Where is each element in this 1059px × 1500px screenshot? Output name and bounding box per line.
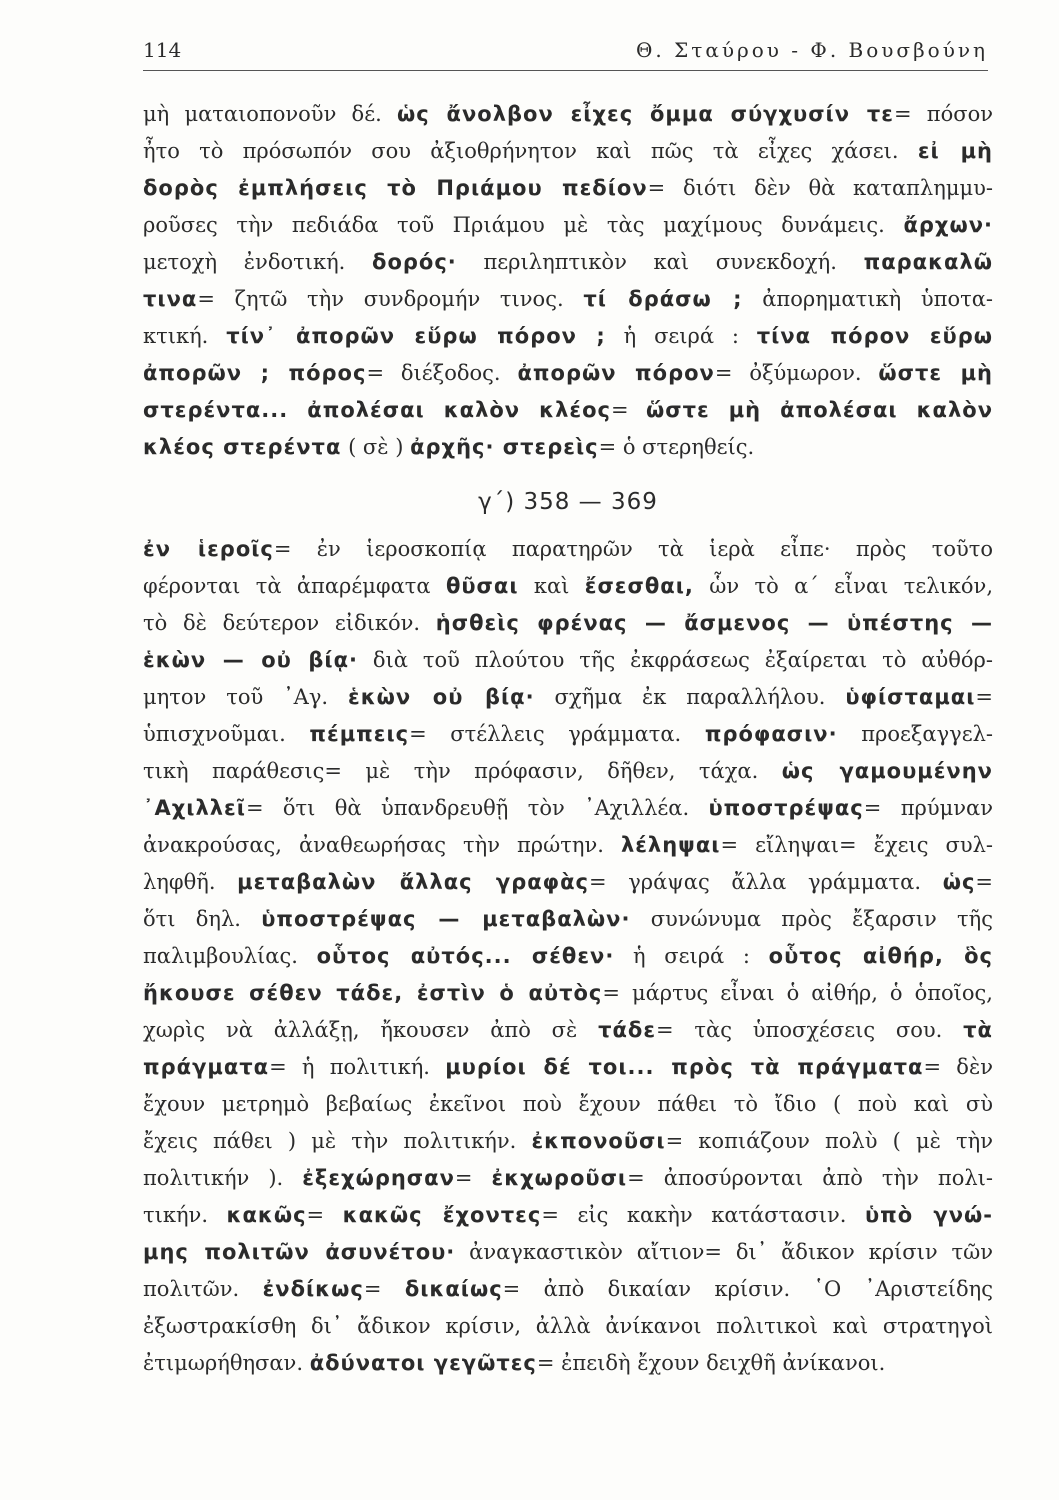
lemma: κακῶς ἔχοντες bbox=[342, 1203, 542, 1227]
lemma: ᾿Αχιλλεῖ bbox=[143, 796, 246, 820]
text-line bbox=[143, 429, 993, 466]
text-line bbox=[143, 753, 993, 790]
lemma: θῦσαι bbox=[445, 574, 519, 598]
gloss: = ὅτι θὰ ὑπανδρευθῇ τὸν ᾿Αχιλλέα. bbox=[245, 796, 709, 820]
lemma: δικαίως bbox=[404, 1277, 503, 1301]
text-line bbox=[143, 1123, 993, 1160]
gloss: = bbox=[975, 685, 993, 709]
text-line bbox=[143, 1197, 993, 1234]
text-line bbox=[143, 207, 993, 244]
lemma: ἀρχῆς· στερεὶς bbox=[410, 435, 599, 459]
lemma: κλέος στερέντα bbox=[143, 435, 342, 459]
text-line bbox=[143, 281, 993, 318]
lemma: τινα bbox=[143, 287, 198, 311]
gloss: = εἴληψαι= ἔχεις συλ- bbox=[720, 833, 993, 857]
lemma: ἑκὼν — οὐ βίᾳ· bbox=[143, 648, 359, 672]
gloss: ( σὲ ) bbox=[341, 435, 411, 459]
text-line bbox=[143, 318, 993, 355]
lemma: μης πολιτῶν ἀσυνέτου· bbox=[143, 1240, 456, 1264]
text-line bbox=[143, 1345, 993, 1382]
lemma: ἑκὼν οὐ βίᾳ· bbox=[348, 685, 535, 709]
gloss: = ἐν ἱεροσκοπίᾳ παρατηρῶν τὰ ἱερὰ εἶπε· πρὸς τοῦτο bbox=[273, 537, 993, 561]
text-line bbox=[143, 1049, 993, 1086]
lemma: ἀπορῶν πόρον bbox=[517, 361, 715, 385]
gloss: ἐξωστρακίσθη δι᾽ ἄδικον κρίσιν, ἀλλὰ ἀνίκανοι πολιτικοὶ καὶ στρατηγοὶ bbox=[143, 1314, 993, 1338]
gloss: ἦτο τὸ πρόσωπόν σου ἀξιοθρήνητον καὶ πῶς τὰ εἶχες χάσει. bbox=[143, 139, 918, 163]
gloss: κτική. bbox=[143, 324, 227, 348]
lemma: τὰ bbox=[963, 1018, 993, 1042]
lemma: ὑπὸ γνώ- bbox=[865, 1203, 993, 1227]
text-line bbox=[143, 679, 993, 716]
gloss: = πόσον bbox=[893, 102, 993, 126]
lemma: δορὸς ἐμπλήσεις τὸ Πριάμου πεδίον bbox=[143, 176, 648, 200]
gloss: ἀναγκαστικὸν αἴτιον= δι᾽ ἄδικον κρίσιν τῶν bbox=[455, 1240, 993, 1264]
gloss: = κοπιάζουν πολὺ ( μὲ τὴν bbox=[665, 1129, 993, 1153]
gloss: ἔχουν μετρημὸ βεβαίως ἐκεῖνοι ποὺ ἔχουν πάθει τὸ ἴδιο ( ποὺ καὶ σὺ bbox=[143, 1092, 993, 1116]
text-line bbox=[143, 133, 993, 170]
running-head: Θ. Σταύρου - Φ. Βουσβούνη bbox=[636, 38, 988, 62]
lemma: ἄρχων· bbox=[903, 213, 993, 237]
lemma: ἀδύνατοι γεγῶτες bbox=[309, 1351, 537, 1375]
gloss: = διέξοδος. bbox=[366, 361, 518, 385]
text-line bbox=[143, 355, 993, 392]
text-line bbox=[143, 568, 993, 605]
page-number: 114 bbox=[143, 38, 182, 62]
gloss: πολιτῶν. bbox=[143, 1277, 263, 1301]
text-line bbox=[143, 392, 993, 429]
gloss: = δὲν bbox=[923, 1055, 993, 1079]
section-heading: γ΄) 358 — 369 bbox=[478, 489, 658, 515]
gloss: πολιτικήν ). bbox=[143, 1166, 303, 1190]
gloss: ἔχεις πάθει ) μὲ τὴν πολιτικήν. bbox=[143, 1129, 532, 1153]
page-header bbox=[143, 34, 988, 71]
gloss: ἀνακρούσας, ἀναθεωρήσας τὴν πρώτην. bbox=[143, 833, 621, 857]
gloss: χωρὶς νὰ ἀλλάξῃ, ἤκουσεν ἀπὸ σὲ bbox=[143, 1018, 599, 1042]
gloss: = bbox=[454, 1166, 492, 1190]
gloss: συνώνυμα πρὸς ἔξαρσιν τῆς bbox=[630, 907, 993, 931]
lemma: κακῶς bbox=[226, 1203, 307, 1227]
text-line bbox=[143, 864, 993, 901]
lemma: ὥστε μὴ bbox=[878, 361, 993, 385]
lemma: τί δράσω ; bbox=[583, 287, 743, 311]
gloss: ἡ σειρά : bbox=[605, 324, 757, 348]
gloss: προεξαγγελ- bbox=[837, 722, 993, 746]
gloss: ἡ σειρά : bbox=[614, 944, 769, 968]
text-line bbox=[143, 901, 993, 938]
lemma: τίνα πόρον εὕρω bbox=[756, 324, 993, 348]
lemma: μεταβαλὼν ἄλλας γραφὰς bbox=[237, 870, 589, 894]
commentary-text bbox=[143, 96, 993, 1382]
lemma: παρακαλῶ bbox=[863, 250, 993, 274]
lemma: πρόφασιν· bbox=[704, 722, 838, 746]
gloss: = στέλλεις γράμματα. bbox=[409, 722, 705, 746]
gloss: = ἡ πολιτική. bbox=[269, 1055, 446, 1079]
gloss: ὅτι δηλ. bbox=[143, 907, 262, 931]
gloss: ληφθῆ. bbox=[143, 870, 238, 894]
text-line bbox=[143, 1160, 993, 1197]
gloss: = ἀποσύρονται ἀπὸ τὴν πολι- bbox=[627, 1166, 993, 1190]
gloss: καὶ bbox=[518, 574, 585, 598]
lemma: ἐκχωροῦσι bbox=[491, 1166, 628, 1190]
lemma: ὑφίσταμαι bbox=[845, 685, 976, 709]
lemma: ἐξεχώρησαν bbox=[302, 1166, 455, 1190]
gloss: ἐτιμωρήθησαν. bbox=[143, 1351, 310, 1375]
gloss: = ὀξύμωρον. bbox=[714, 361, 879, 385]
gloss: = ζητῶ τὴν συνδρομήν τινος. bbox=[197, 287, 584, 311]
paragraph-1 bbox=[143, 96, 993, 466]
text-line bbox=[143, 170, 993, 207]
lemma: στερέντα... ἀπολέσαι καλὸν κλέος bbox=[143, 398, 611, 422]
gloss: = διότι δὲν θὰ καταπλημμυ- bbox=[647, 176, 993, 200]
text-line bbox=[143, 642, 993, 679]
paragraph-2 bbox=[143, 531, 993, 1382]
gloss: παλιμβουλίας. bbox=[143, 944, 317, 968]
lemma: ἀπορῶν ; πόρος bbox=[143, 361, 367, 385]
lemma: εἰ μὴ bbox=[917, 139, 993, 163]
gloss: φέρονται τὰ ἀπαρέμφατα bbox=[143, 574, 446, 598]
lemma: ὡς γαμουμένην bbox=[781, 759, 993, 783]
text-line bbox=[143, 716, 993, 753]
lemma: οὗτος αἰθήρ, ὃς bbox=[768, 944, 993, 968]
gloss: = μάρτυς εἶναι ὁ αἰθήρ, ὁ ὁποῖος, bbox=[602, 981, 993, 1005]
gloss: ροῦσες τὴν πεδιάδα τοῦ Πριάμου μὲ τὰς μαχίμους δυνάμεις. bbox=[143, 213, 904, 237]
text-line bbox=[143, 790, 993, 827]
gloss: μητον τοῦ ᾿Αγ. bbox=[143, 685, 349, 709]
gloss: = bbox=[975, 870, 993, 894]
gloss: = εἰς κακὴν κατάστασιν. bbox=[541, 1203, 865, 1227]
lemma: τάδε bbox=[598, 1018, 657, 1042]
gloss: = γράψας ἄλλα γράμματα. bbox=[588, 870, 943, 894]
gloss: = τὰς ὑποσχέσεις σου. bbox=[656, 1018, 964, 1042]
gloss: μὴ ματαιοπονοῦν δέ. bbox=[143, 102, 397, 126]
lemma: ἐνδίκως bbox=[262, 1277, 364, 1301]
gloss: = ὁ στερηθείς. bbox=[598, 435, 755, 459]
gloss: περιληπτικὸν καὶ συνεκδοχή. bbox=[456, 250, 864, 274]
lemma: ὥστε μὴ ἀπολέσαι καλὸν bbox=[645, 398, 993, 422]
lemma: πράγματα bbox=[143, 1055, 270, 1079]
text-line bbox=[143, 1012, 993, 1049]
text-line bbox=[143, 827, 993, 864]
lemma: ἤκουσε σέθεν τάδε, ἐστὶν ὁ αὐτὸς bbox=[143, 981, 603, 1005]
gloss: ἀπορηματικὴ ὑποτα- bbox=[742, 287, 993, 311]
gloss: = bbox=[363, 1277, 405, 1301]
gloss: = bbox=[306, 1203, 343, 1227]
lemma: ἐκπονοῦσι bbox=[531, 1129, 666, 1153]
gloss: = ἀπὸ δικαίαν κρίσιν. ῾Ο ᾿Αριστείδης bbox=[502, 1277, 993, 1301]
gloss: μετοχὴ ἐνδοτική. bbox=[143, 250, 373, 274]
gloss: σχῆμα ἐκ παραλλήλου. bbox=[534, 685, 846, 709]
gloss: ὑπισχνοῦμαι. bbox=[143, 722, 310, 746]
gloss: τὸ δὲ δεύτερον εἰδικόν. bbox=[143, 611, 436, 635]
text-line bbox=[143, 1086, 993, 1123]
text-line bbox=[143, 605, 993, 642]
lemma: ὑποστρέψας bbox=[708, 796, 864, 820]
text-line bbox=[143, 244, 993, 281]
lemma: δορός· bbox=[372, 250, 457, 274]
gloss: τικήν. bbox=[143, 1203, 227, 1227]
lemma: οὗτος αὐτός... σέθεν· bbox=[316, 944, 615, 968]
lemma: ἔσεσθαι, bbox=[584, 574, 694, 598]
gloss: = bbox=[610, 398, 646, 422]
section-heading-line bbox=[143, 466, 993, 531]
lemma: ὑποστρέψας — μεταβαλὼν· bbox=[261, 907, 631, 931]
lemma: ὡς bbox=[942, 870, 976, 894]
text-line bbox=[143, 1271, 993, 1308]
text-line bbox=[143, 975, 993, 1012]
text-line bbox=[143, 1308, 993, 1345]
text-line bbox=[143, 1234, 993, 1271]
text-line bbox=[143, 96, 993, 133]
lemma: λέληψαι bbox=[620, 833, 721, 857]
gloss: διὰ τοῦ πλούτου τῆς ἐκφράσεως ἐξαίρεται τὸ αὐθόρ- bbox=[358, 648, 993, 672]
text-line bbox=[143, 531, 993, 568]
lemma: ἐν ἱεροῖς bbox=[143, 537, 274, 561]
lemma: μυρίοι δέ τοι... πρὸς τὰ πράγματα bbox=[445, 1055, 924, 1079]
text-line bbox=[143, 938, 993, 975]
gloss: = πρύμναν bbox=[863, 796, 993, 820]
lemma: ὡς ἄνολβον εἶχες ὄμμα σύγχυσίν τε bbox=[396, 102, 894, 126]
gloss: = ἐπειδὴ ἔχουν δειχθῆ ἀνίκανοι. bbox=[536, 1351, 886, 1375]
gloss: τικὴ παράθεσις= μὲ τὴν πρόφασιν, δῆθεν, τάχα. bbox=[143, 759, 782, 783]
lemma: πέμπεις bbox=[309, 722, 410, 746]
gloss: ὧν τὸ α΄ εἶναι τελικόν, bbox=[693, 574, 993, 598]
lemma: τίν᾽ ἀπορῶν εὕρω πόρον ; bbox=[226, 324, 606, 348]
lemma: ἡσθεὶς φρένας — ἄσμενος — ὑπέστης — bbox=[435, 611, 993, 635]
